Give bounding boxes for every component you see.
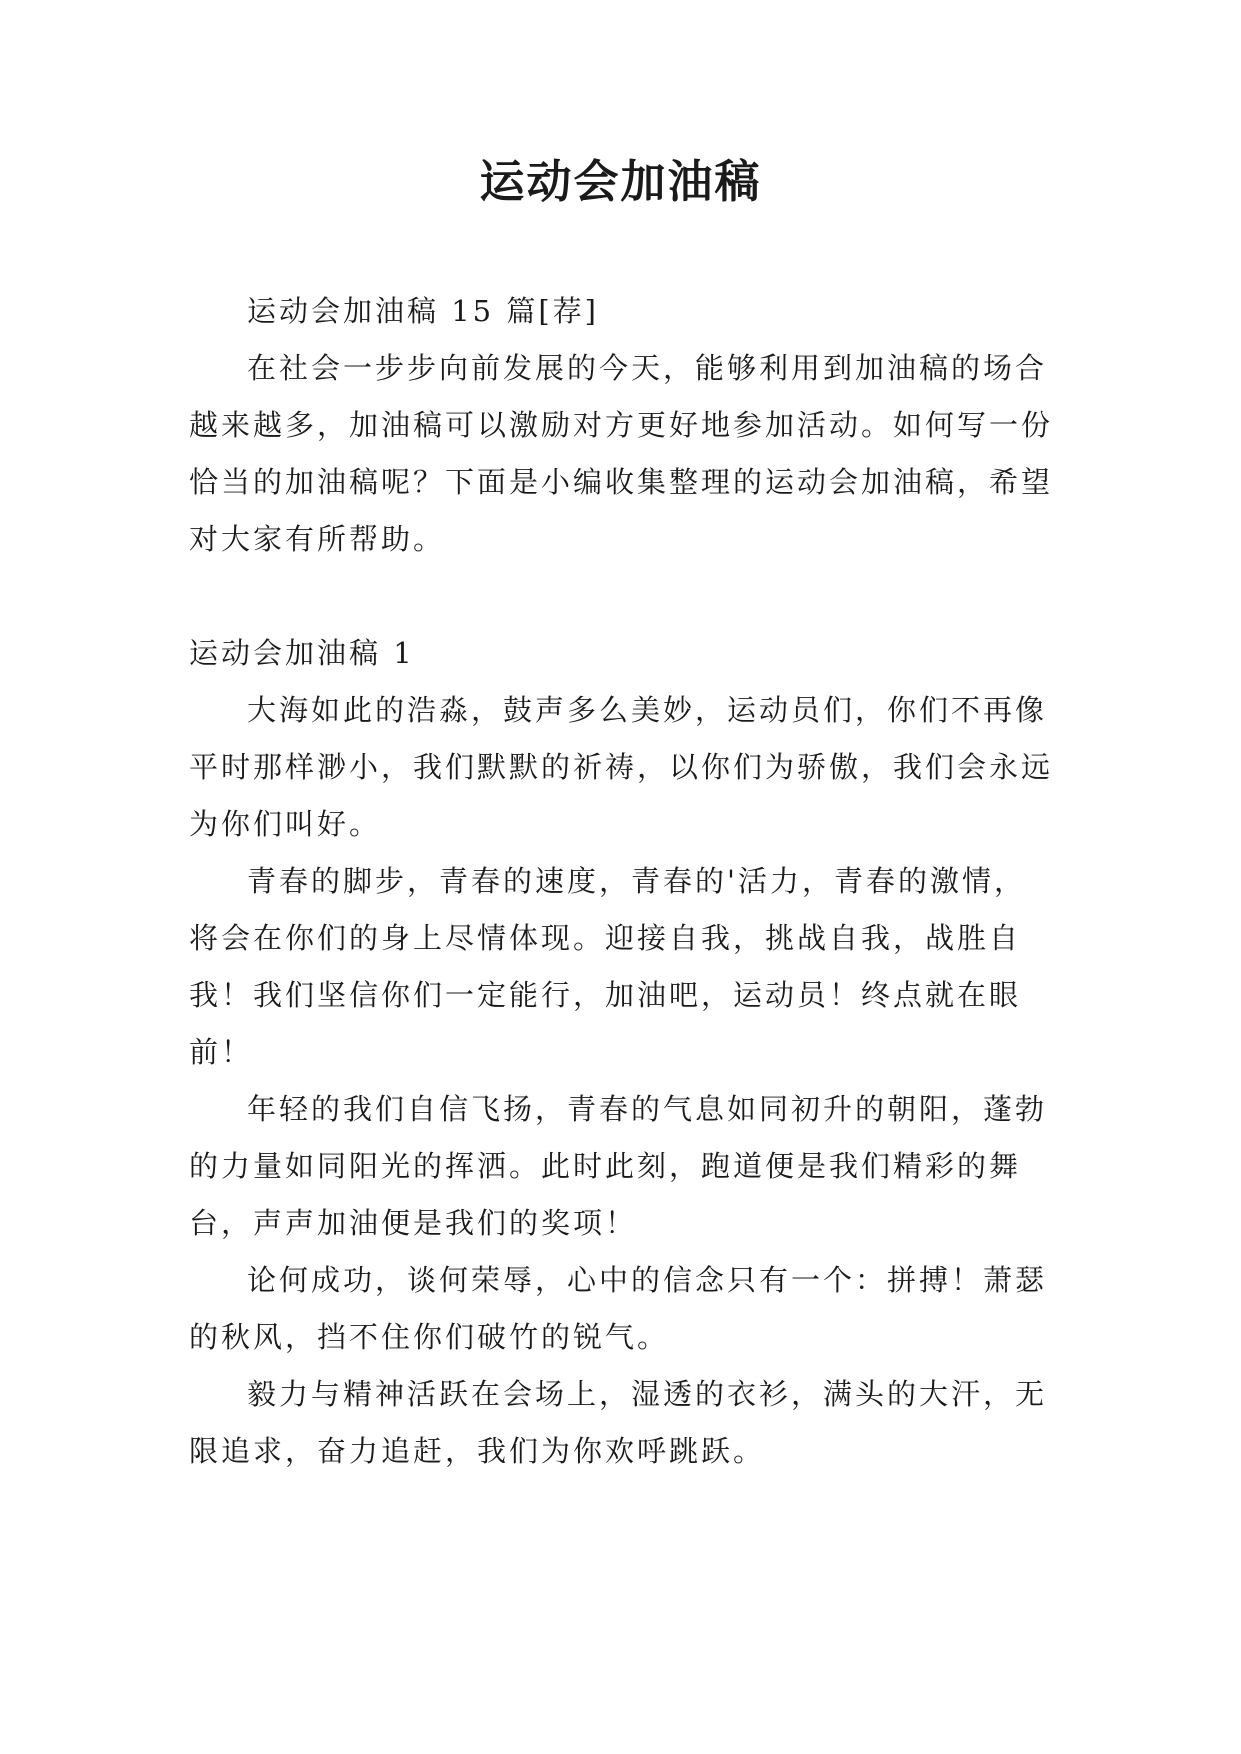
intro-paragraph: 在社会一步步向前发展的今天，能够利用到加油稿的场合越来越多，加油稿可以激励对方更好地参加活动。如何写一份恰当的加油稿呢？下面是小编收集整理的运动会加油稿，希望对大家有所帮助。 (189, 351, 1054, 556)
body-paragraph: 论何成功，谈何荣辱，心中的信念只有一个：拼搏！萧瑟的秋风，挡不住你们破竹的锐气。 (189, 1263, 1048, 1354)
document-title: 运动会加油稿 (479, 155, 762, 208)
body-paragraph: 毅力与精神活跃在会场上，湿透的衣衫，满头的大汗，无限追求，奋力追赶，我们为你欢呼跳跃。 (189, 1377, 1048, 1468)
section-heading: 运动会加油稿 1 (189, 636, 415, 670)
document-body (189, 283, 1055, 1480)
document-subtitle: 运动会加油稿 15 篇[荐] (247, 294, 599, 328)
body-paragraph: 大海如此的浩淼，鼓声多么美妙，运动员们，你们不再像平时那样渺小，我们默默的祈祷，以你们为骄傲，我们会永远为你们叫好。 (189, 693, 1054, 841)
body-paragraph: 青春的脚步，青春的速度，青春的'活力，青春的激情，将会在你们的身上尽情体现。迎接自我，挑战自我，战胜自我！我们坚信你们一定能行，加油吧，运动员！终点就在眼前！ (189, 864, 1026, 1069)
body-paragraph: 年轻的我们自信飞扬，青春的气息如同初升的朝阳，蓬勃的力量如同阳光的挥洒。此时此刻，跑道便是我们精彩的舞台，声声加油便是我们的奖项！ (189, 1092, 1048, 1240)
